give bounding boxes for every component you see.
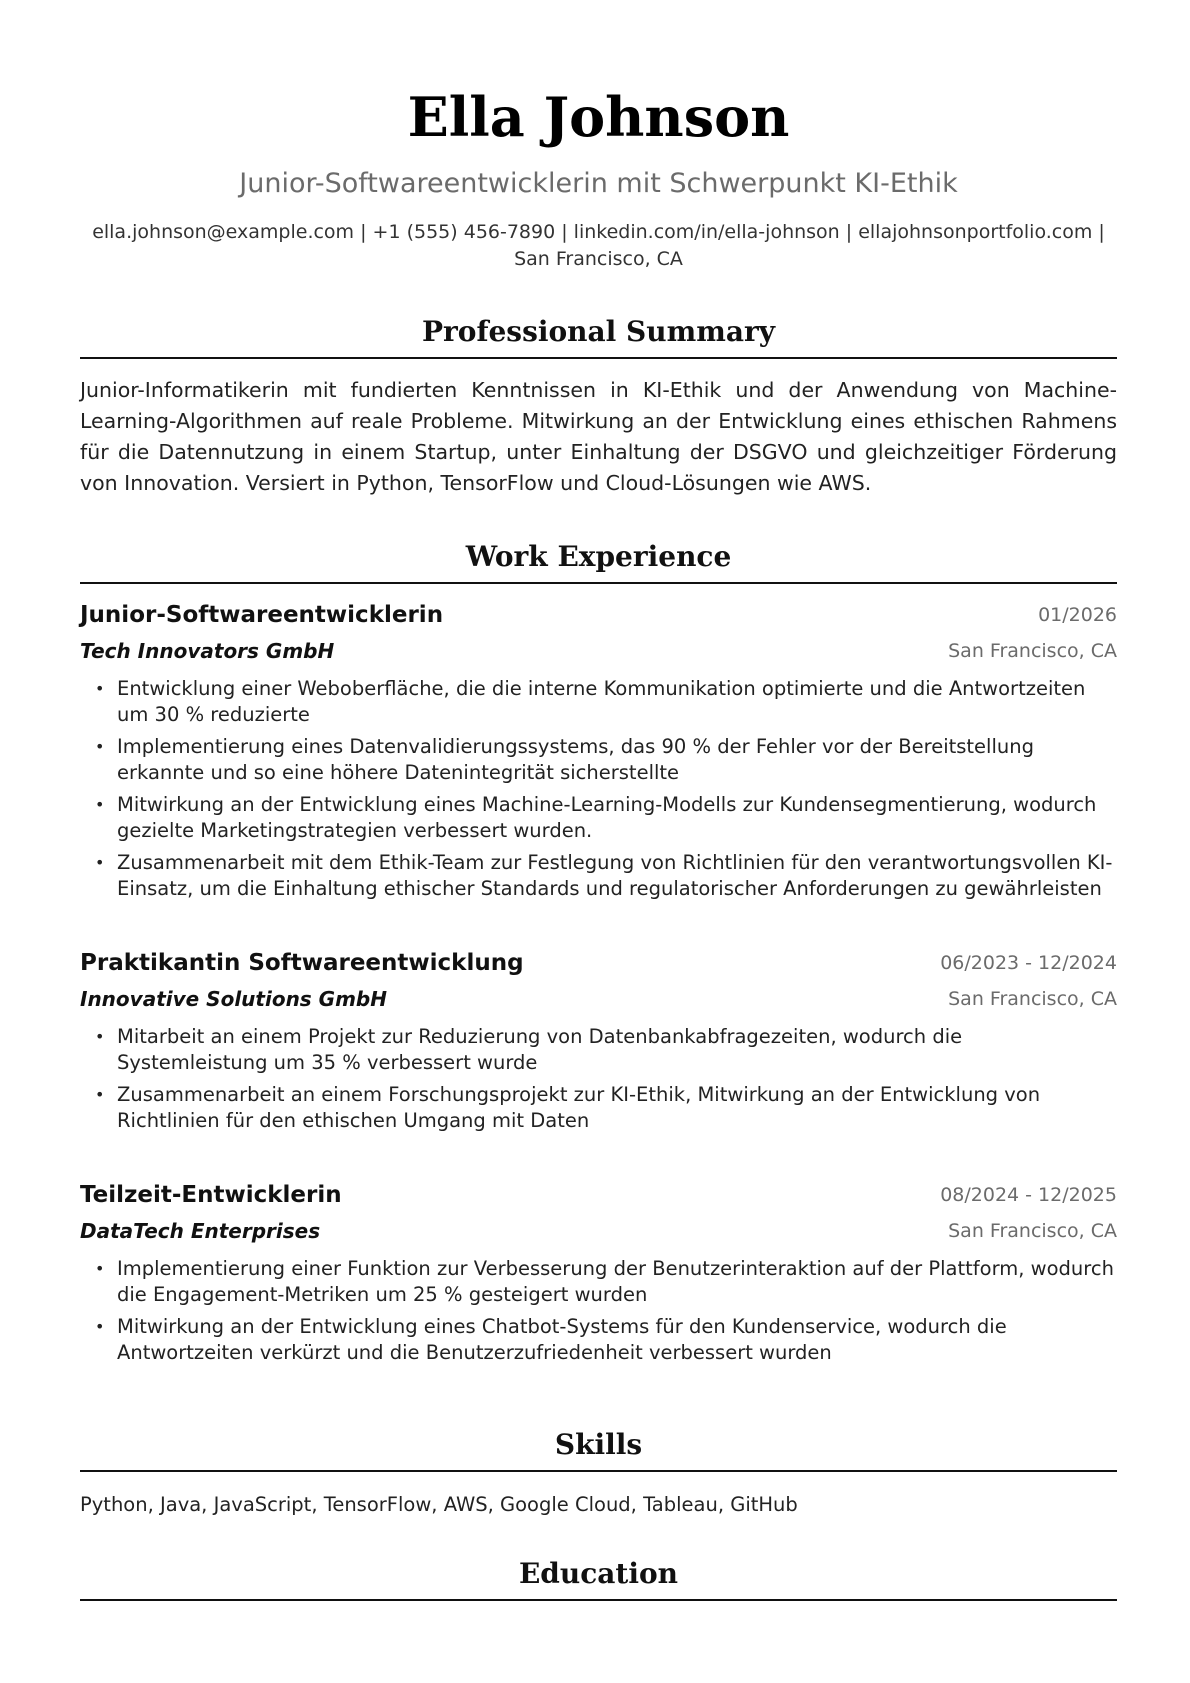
job-bullet (80, 1024, 1117, 1076)
job-entry-2 (80, 946, 1117, 1134)
job-header-row (80, 1178, 1117, 1214)
bullet-icon: • (95, 679, 105, 698)
job-company: Innovative Solutions GmbH (80, 987, 387, 1011)
job-title: Junior-Softwareentwicklerin (80, 602, 444, 628)
contact-line: ella.johnson@example.com | +1 (555) 456-7890 | linkedin.com/in/ella-johnson | ellajohnsonportfolio.com | San Francisco, CA (92, 221, 1105, 270)
job-bullet-text: Zusammenarbeit an einem Forschungsprojekt zur KI-Ethik, Mitwirkung an der Entwicklung von Richtlinien für den ethischen Umgang mit Daten (117, 1083, 1041, 1132)
job-bullet (80, 734, 1117, 786)
job-entry-1 (80, 598, 1117, 902)
job-bullet (80, 850, 1117, 902)
job-bullet (80, 1314, 1117, 1366)
bullet-icon: • (95, 1317, 105, 1336)
summary-text: Junior-Informatikerin mit fundierten Kenntnissen in KI-Ethik und der Anwendung von Machine-Learning-Algorithmen auf reale Probleme. Mitwirkung an der Entwicklung eines ethischen Rahmens für die Datennutzung in einem Startup, unter Einhaltung der DSGVO und gleichzeitiger Förderung von Innovation. Versiert in Python, TensorFlow und Cloud-Lösungen wie AWS. (80, 378, 1117, 495)
job-company: DataTech Enterprises (80, 1219, 321, 1243)
bullet-icon: • (95, 1259, 105, 1278)
bullet-icon: • (95, 1027, 105, 1046)
section-title-skills: Skills (554, 1428, 643, 1461)
job-header-row (80, 946, 1117, 982)
section-divider-education (80, 1599, 1117, 1601)
job-bullet-list (80, 1256, 1117, 1366)
bullet-icon: • (95, 853, 105, 872)
section-divider-experience (80, 582, 1117, 584)
job-bullet-text: Zusammenarbeit mit dem Ethik-Team zur Festlegung von Richtlinien für den verantwortungsvollen KI-Einsatz, um die Einhaltung ethischer Standards und regulatorischer Anforderungen zu gewährleisten (117, 851, 1113, 900)
job-date: 08/2024 - 12/2025 (940, 1184, 1117, 1206)
job-bullet-text: Implementierung eines Datenvalidierungssystems, das 90 % der Fehler vor der Bereitstellung erkannte und so eine höhere Datenintegrität sicherstellte (117, 735, 1034, 784)
section-title-education: Education (518, 1557, 679, 1590)
job-location: San Francisco, CA (948, 988, 1117, 1010)
job-title: Praktikantin Softwareentwicklung (80, 950, 524, 976)
job-bullet (80, 1256, 1117, 1308)
section-title-summary: Professional Summary (421, 315, 776, 348)
section-divider-summary (80, 357, 1117, 359)
bullet-icon: • (95, 795, 105, 814)
job-bullet (80, 1082, 1117, 1134)
bullet-icon: • (95, 737, 105, 756)
job-location: San Francisco, CA (948, 1220, 1117, 1242)
job-bullet-list (80, 676, 1117, 902)
candidate-name: Ella Johnson (407, 85, 790, 149)
job-bullet-text: Implementierung einer Funktion zur Verbesserung der Benutzerinteraktion auf der Plattform, wodurch die Engagement-Metriken um 25 % gesteigert wurden (117, 1257, 1114, 1306)
section-title-experience: Work Experience (465, 540, 732, 573)
job-date: 06/2023 - 12/2024 (940, 952, 1117, 974)
bullet-icon: • (95, 1085, 105, 1104)
job-bullet-list (80, 1024, 1117, 1134)
job-company: Tech Innovators GmbH (80, 639, 335, 663)
job-header-row (80, 598, 1117, 634)
candidate-headline: Junior-Softwareentwicklerin mit Schwerpunkt KI-Ethik (239, 168, 958, 199)
job-bullet (80, 676, 1117, 728)
job-location: San Francisco, CA (948, 640, 1117, 662)
job-company-row (80, 982, 1117, 1018)
job-bullet-text: Mitarbeit an einem Projekt zur Reduzierung von Datenbankabfragezeiten, wodurch die Systemleistung um 35 % verbessert wurde (117, 1025, 963, 1074)
job-company-row (80, 634, 1117, 670)
section-divider-skills (80, 1470, 1117, 1472)
job-title: Teilzeit-Entwicklerin (80, 1182, 342, 1208)
job-entry-3 (80, 1178, 1117, 1366)
job-company-row (80, 1214, 1117, 1250)
job-bullet-text: Mitwirkung an der Entwicklung eines Machine-Learning-Modells zur Kundensegmentierung, wodurch gezielte Marketingstrategien verbessert wurden. (117, 793, 1097, 842)
job-bullet (80, 792, 1117, 844)
skills-list: Python, Java, JavaScript, TensorFlow, AWS, Google Cloud, Tableau, GitHub (80, 1493, 798, 1516)
job-date: 01/2026 (1038, 604, 1117, 626)
job-bullet-text: Mitwirkung an der Entwicklung eines Chatbot-Systems für den Kundenservice, wodurch die Antwortzeiten verkürzt und die Benutzerzufriedenheit verbessert wurden (117, 1315, 1007, 1364)
job-bullet-text: Entwicklung einer Weboberfläche, die die interne Kommunikation optimierte und die Antwortzeiten um 30 % reduzierte (117, 677, 1086, 726)
